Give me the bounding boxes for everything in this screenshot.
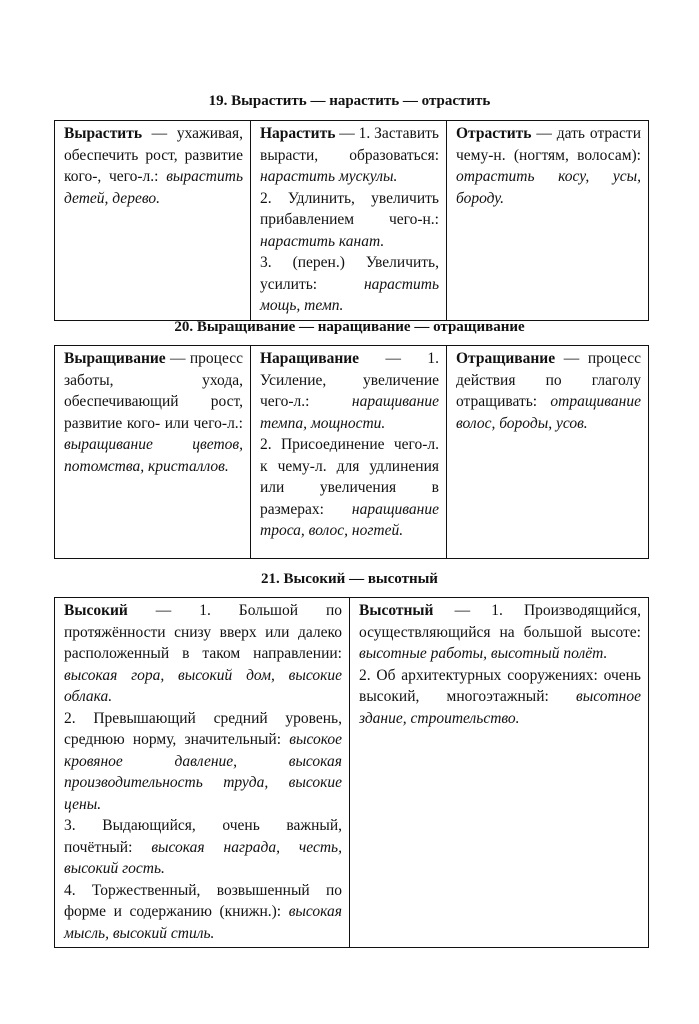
- usage-example: нарастить канат.: [260, 232, 385, 250]
- section-21-title: 21. Высокий — высотный: [261, 571, 438, 587]
- table-row: [55, 121, 649, 321]
- definition-text: 4. Торжественный, возвышенный по форме и содержанию (книжн.):: [64, 881, 342, 920]
- usage-example: вырастить детей, дерево.: [64, 168, 243, 207]
- usage-example: отращивание волос, бороды, усов.: [456, 393, 641, 432]
- usage-example: выращивание цветов, потомства, кристаллов.: [64, 436, 243, 475]
- definition-cell-narashchivanie: [251, 346, 447, 559]
- term: Вырастить: [64, 125, 143, 142]
- definition-text: — 1. Усиление, увеличение чего-л.:: [260, 350, 439, 410]
- usage-example: высотные работы, высотный полёт.: [359, 645, 608, 662]
- term: Высокий: [64, 602, 128, 619]
- definition-text: — процесс заботы, ухода, обеспечивающий рост, развитие кого- или чего-л.:: [64, 350, 243, 432]
- term: Высотный: [359, 602, 434, 619]
- definition-cell-vyrashchivanie: [55, 346, 251, 559]
- table-row: [55, 346, 649, 559]
- definition-cell-otrashchivanie: [447, 346, 649, 559]
- usage-example: высокая награда, честь, высокий гость.: [64, 838, 342, 877]
- sense-2: [260, 434, 439, 542]
- definition-cell-vyrastit: [55, 121, 251, 321]
- sense-2: [64, 708, 342, 816]
- definition-text: — 1. Производящийся, осуществляющийся на большой высоте:: [359, 602, 641, 641]
- section-21-table: [54, 597, 649, 948]
- usage-example: высотное здание, строительство.: [359, 688, 641, 727]
- usage-example: нарастить мускулы.: [260, 168, 398, 185]
- usage-example: наращивание троса, волос, ногтей.: [260, 500, 439, 539]
- section-20-title: 20. Выращивание — наращивание — отращивание: [174, 319, 525, 335]
- sense-2: [359, 665, 641, 730]
- term: Отращивание: [456, 350, 556, 367]
- definition-cell-vysokiy: [55, 598, 350, 948]
- definition-text: — 1. Заставить вырасти, образоваться:: [260, 125, 439, 164]
- definition-cell-narastit: [251, 121, 447, 321]
- definition-cell-vysotnyy: [350, 598, 649, 948]
- sense-3: [64, 815, 342, 880]
- definition-text: — процесс действия по глаголу отращивать:: [456, 350, 641, 410]
- definition-cell-otrastit: [447, 121, 649, 321]
- definition-text: 3. Выдающийся, очень важный, почётный:: [64, 817, 342, 856]
- definition-text: 2. Присоединение чего-л. к чему-л. для удлинения или увеличения в размерах:: [260, 436, 439, 518]
- sense-4: [64, 880, 342, 945]
- usage-example: высокая мысль, высокий стиль.: [64, 903, 342, 942]
- term: Нарастить: [260, 125, 336, 142]
- definition-text: 2. Об архитектурных сооружениях: очень высокий, многоэтажный:: [359, 666, 641, 705]
- usage-example: наращивание темпа, мощности.: [260, 393, 439, 432]
- definition-text: — 1. Большой по протяжённости снизу вверх или далеко расположенный в таком направлении:: [64, 602, 342, 662]
- usage-example: высокое кровяное давление, высокая производительность труда, высокие цены.: [64, 731, 342, 813]
- definition-text: 2. Превышающий средний уровень, среднюю норму, значительный:: [64, 709, 342, 748]
- usage-example: нарастить мощь, темп.: [260, 275, 439, 314]
- usage-example: высокая гора, высокий дом, высокие облака.: [64, 666, 342, 705]
- sense-3: [260, 252, 439, 317]
- definition-text: — дать отрасти чему-н. (ногтям, волосам):: [456, 125, 641, 164]
- section-19-title: 19. Вырастить — нарастить — отрастить: [208, 93, 491, 109]
- term: Отрастить: [456, 125, 532, 142]
- definition-text: 2. Удлинить, увеличить прибавлением чего-н.:: [260, 189, 439, 228]
- definition-text: 3. (перен.) Увеличить, усилить:: [260, 254, 439, 293]
- table-row: [55, 598, 649, 948]
- definition-text: — ухаживая, обеспечить рост, развитие кого-, чего-л.:: [64, 125, 243, 185]
- section-19-table: [54, 120, 649, 321]
- usage-example: отрастить косу, усы, бороду.: [456, 168, 641, 207]
- term: Наращивание: [260, 350, 360, 367]
- section-20-table: [54, 345, 649, 559]
- sense-2: [260, 188, 439, 253]
- term: Выращивание: [64, 350, 166, 367]
